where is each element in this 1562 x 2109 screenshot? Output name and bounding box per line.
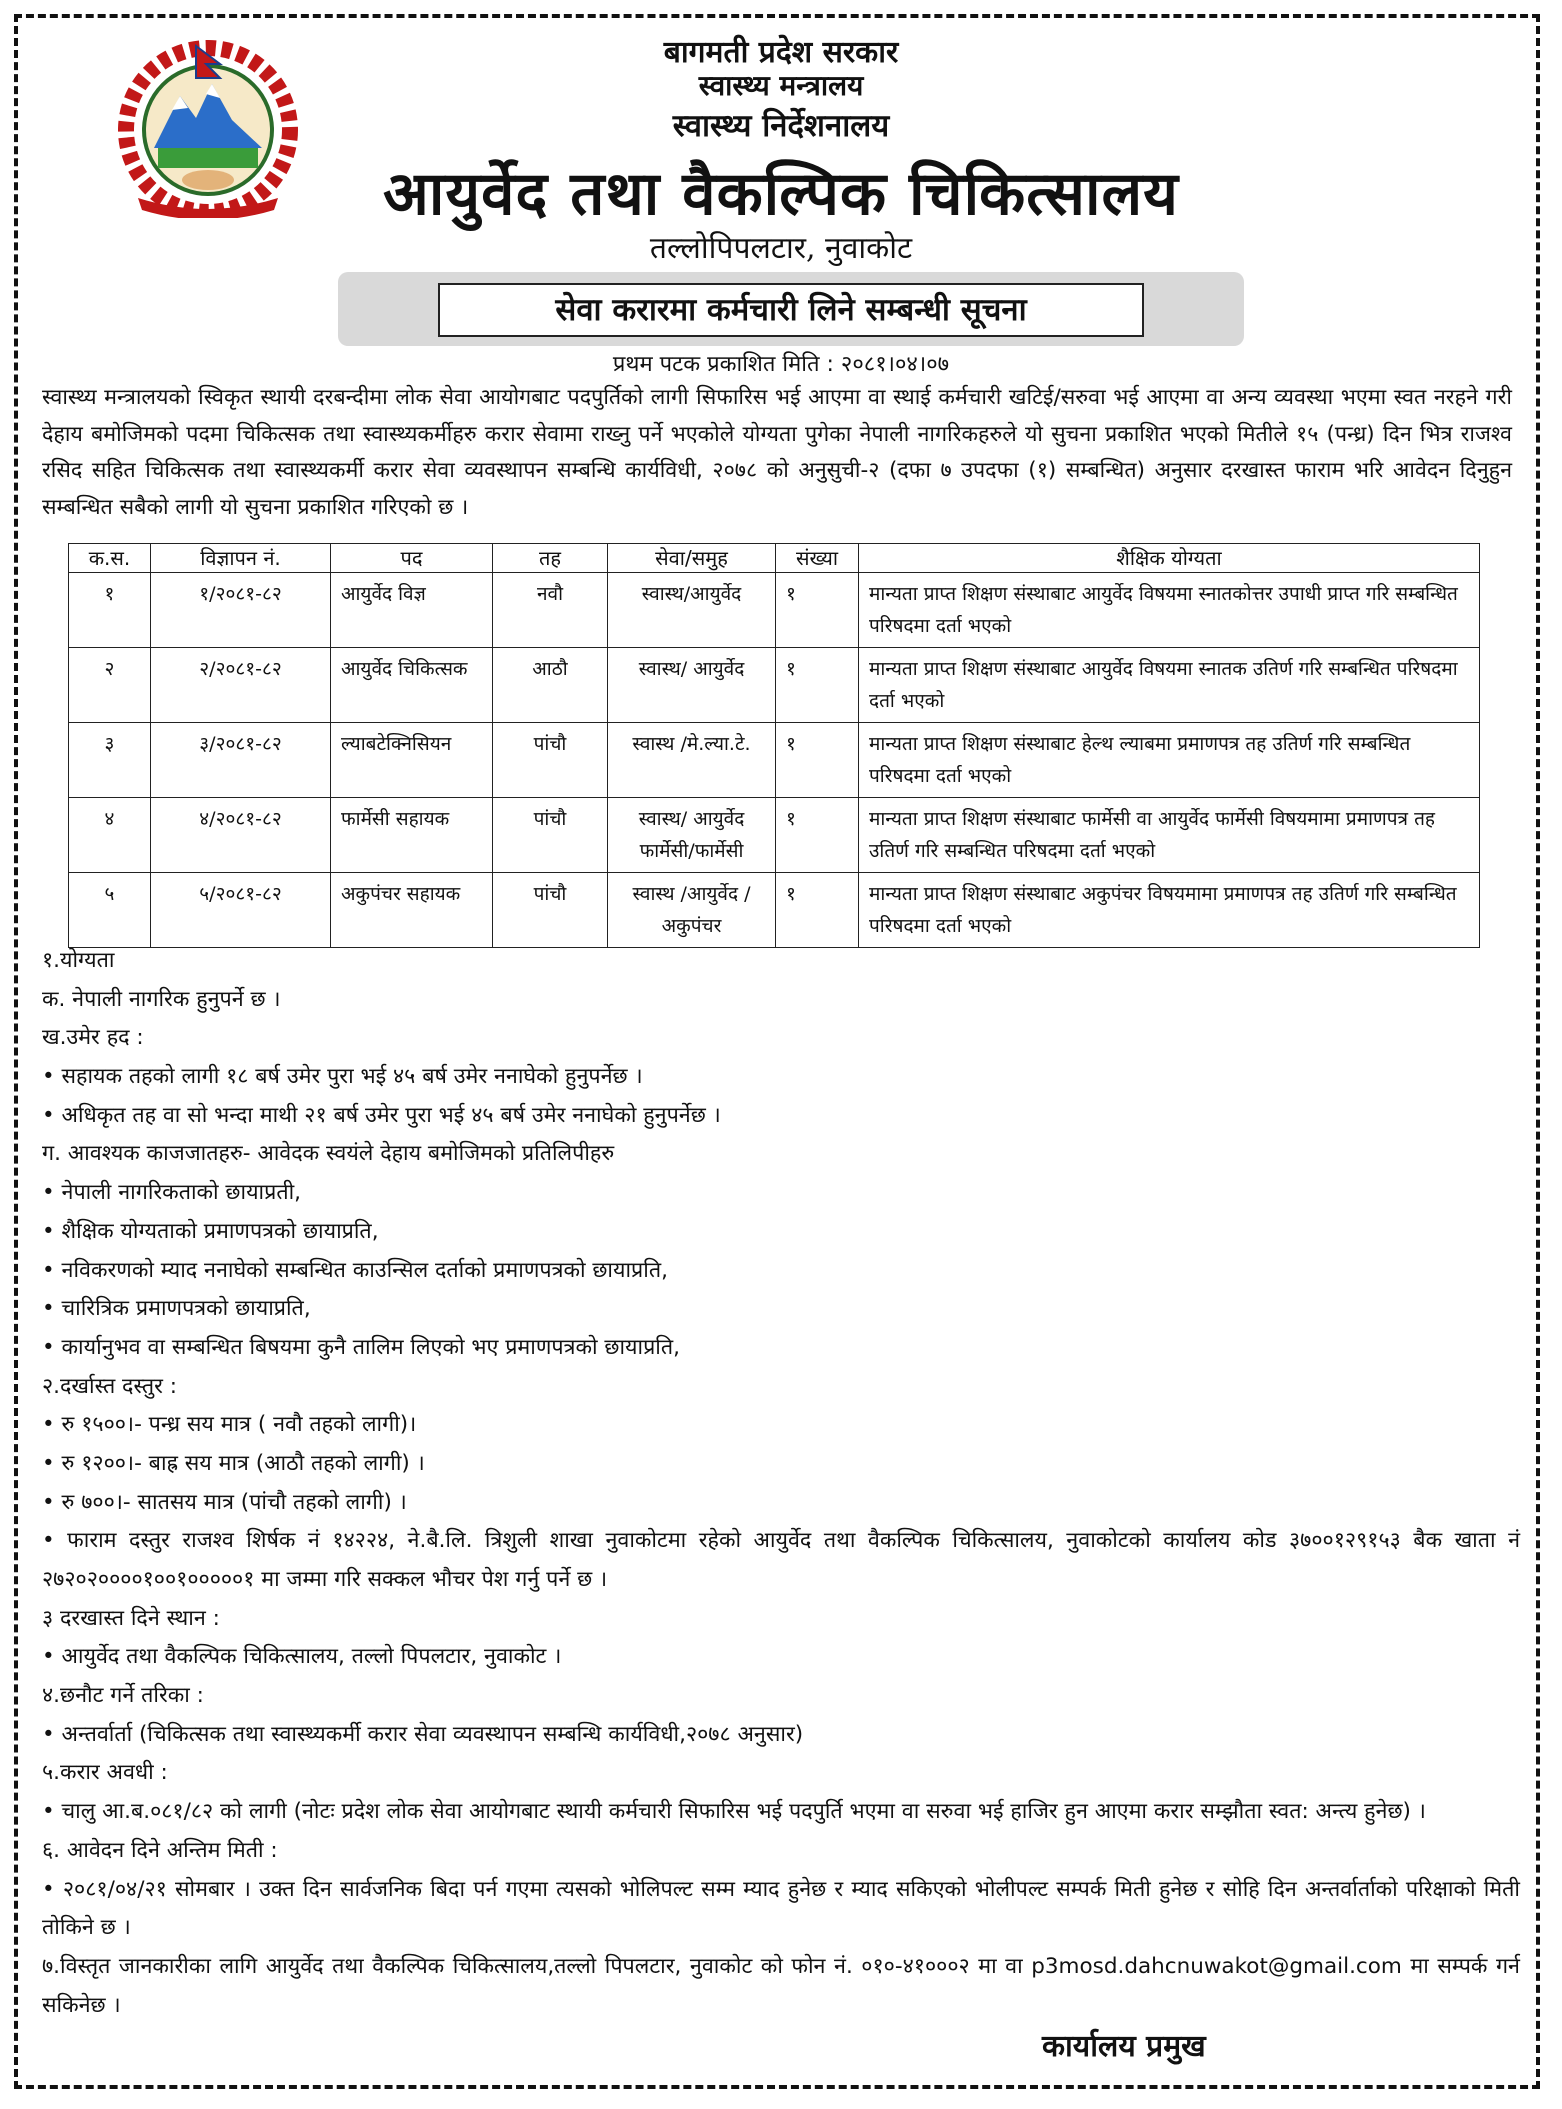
cell-post: अकुपंचर सहायक bbox=[331, 873, 493, 948]
cell-ad-no: ५/२०८१-८२ bbox=[151, 873, 331, 948]
table-row bbox=[69, 798, 1480, 873]
cell-sn: ३ bbox=[69, 723, 151, 798]
table-header-row bbox=[69, 544, 1480, 573]
notice-body bbox=[42, 942, 1520, 2025]
cell-post: आयुर्वेद चिकित्सक bbox=[331, 648, 493, 723]
cell-service: स्वास्थ/ आयुर्वेद फार्मेसी/फार्मेसी bbox=[608, 798, 776, 873]
cell-qualification: मान्यता प्राप्त शिक्षण संस्थाबाट आयुर्वेद विषयमा स्नातक उतिर्ण गरि सम्बन्धित परिषदमा दर्ता भएको bbox=[859, 648, 1480, 723]
published-date: प्रथम पटक प्रकाशित मिति : २०८१।०४।०७ bbox=[612, 352, 950, 377]
cell-level: नवौ bbox=[493, 573, 608, 648]
list-item: • कार्यानुभव वा सम्बन्धित बिषयमा कुनै तालिम लिएको भए प्रमाणपत्रको छायाप्रति, bbox=[42, 1334, 680, 1360]
column-header: सेवा/समुह bbox=[608, 544, 776, 573]
ministry-name: स्वास्थ्य मन्त्रालय bbox=[698, 69, 864, 102]
cell-count: १ bbox=[776, 573, 859, 648]
cell-post: ल्याबटेक्निसियन bbox=[331, 723, 493, 798]
section-heading-fee: २.दर्खास्त दस्तुर : bbox=[42, 1373, 177, 1399]
cell-sn: १ bbox=[69, 573, 151, 648]
table-row bbox=[69, 573, 1480, 648]
cell-qualification: मान्यता प्राप्त शिक्षण संस्थाबाट आयुर्वेद विषयमा स्नातकोत्तर उपाधी प्राप्त गरि सम्बन्धित परिषदमा दर्ता भएको bbox=[859, 573, 1480, 648]
province-government: बागमती प्रदेश सरकार bbox=[663, 35, 899, 70]
cell-ad-no: ४/२०८१-८२ bbox=[151, 798, 331, 873]
column-header: क.स. bbox=[69, 544, 151, 573]
cell-post: आयुर्वेद विज्ञ bbox=[331, 573, 493, 648]
cell-count: १ bbox=[776, 873, 859, 948]
cell-ad-no: १/२०८१-८२ bbox=[151, 573, 331, 648]
table-row bbox=[69, 648, 1480, 723]
cell-qualification: मान्यता प्राप्त शिक्षण संस्थाबाट अकुपंचर विषयमामा प्रमाणपत्र तह उतिर्ण गरि सम्बन्धित परिषदमा दर्ता भएको bbox=[859, 873, 1480, 948]
cell-sn: ५ bbox=[69, 873, 151, 948]
column-header: तह bbox=[493, 544, 608, 573]
cell-count: १ bbox=[776, 798, 859, 873]
section-heading-deadline: ६. आवेदन दिने अन्तिम मिती : bbox=[42, 1837, 278, 1863]
cell-sn: २ bbox=[69, 648, 151, 723]
cell-level: पांचौ bbox=[493, 798, 608, 873]
column-header: विज्ञापन नं. bbox=[151, 544, 331, 573]
cell-count: १ bbox=[776, 648, 859, 723]
list-item: • नविकरणको म्याद ननाघेको सम्बन्धित काउन्सिल दर्ताको प्रमाणपत्रको छायाप्रति, bbox=[42, 1257, 668, 1283]
section-heading-selection: ४.छनौट गर्ने तरिका : bbox=[42, 1683, 204, 1709]
cell-qualification: मान्यता प्राप्त शिक्षण संस्थाबाट फार्मेसी वा आयुर्वेद फार्मेसी विषयमामा प्रमाणपत्र तह उतिर्ण गरि सम्बन्धित परिषदमा दर्ता भएको bbox=[859, 798, 1480, 873]
cell-service: स्वास्थ /आयुर्वेद /अकुपंचर bbox=[608, 873, 776, 948]
column-header: संख्या bbox=[776, 544, 859, 573]
institution-address: तल्लोपिपलटार, नुवाकोट bbox=[649, 231, 913, 266]
cell-sn: ४ bbox=[69, 798, 151, 873]
cell-service: स्वास्थ/ आयुर्वेद bbox=[608, 648, 776, 723]
list-item: • चारित्रिक प्रमाणपत्रको छायाप्रति, bbox=[42, 1296, 311, 1322]
section-heading-documents: ग. आवश्यक काजजातहरु- आवेदक स्वयंले देहाय बमोजिमको प्रतिलिपीहरु bbox=[42, 1141, 615, 1167]
table-row bbox=[69, 723, 1480, 798]
vacancy-table bbox=[68, 543, 1480, 948]
column-header: शैक्षिक योग्यता bbox=[859, 544, 1480, 573]
cell-ad-no: ३/२०८१-८२ bbox=[151, 723, 331, 798]
list-item: • शैक्षिक योग्यताको प्रमाणपत्रको छायाप्रति, bbox=[42, 1218, 379, 1244]
cell-level: पांचौ bbox=[493, 873, 608, 948]
column-header: पद bbox=[331, 544, 493, 573]
deadline-note: • २०८१/०४/२१ सोमबार । उक्त दिन सार्वजनिक बिदा पर्न गएमा त्यसको भोलिपल्ट सम्म म्याद हुनेछ र म्याद सकिएको भोलीपल्ट सम्पर्क मिती हुनेछ र सोहि दिन अन्तर्वार्ताको परिक्षाको मिती तोकिने छ । bbox=[42, 1876, 1520, 1941]
contact-note: ७.विस्तृत जानकारीका लागि आयुर्वेद तथा वैकल्पिक चिकित्सालय,तल्लो पिपलटार, नुवाकोट को फोन नं. ०१०-४१०००२ मा वा p3mosd.dahcnuwakot@gmail.com मा सम्पर्क गर्न सकिनेछ । bbox=[42, 1953, 1520, 2018]
notice-title: सेवा करारमा कर्मचारी लिने सम्बन्धी सूचना bbox=[438, 283, 1144, 337]
fee-deposit-note: • फाराम दस्तुर राजश्व शिर्षक नं १४२२४, ने.बै.लि. त्रिशुली शाखा नुवाकोटमा रहेको आयुर्वेद तथा वैकल्पिक चिकित्सालय, नुवाकोटको कार्यालय कोड ३७००१२९१५३ बैक खाता नं २७२०२००००१००१०००००१ मा जम्मा गरि सक्कल भौचर पेश गर्नु पर्ने छ । bbox=[42, 1528, 1520, 1593]
cell-ad-no: २/२०८१-८२ bbox=[151, 648, 331, 723]
list-item: क. नेपाली नागरिक हुनुपर्ने छ । bbox=[42, 986, 281, 1012]
list-item: • रु १५००।- पन्ध्र सय मात्र ( नवौ तहको लागी)। bbox=[42, 1412, 417, 1438]
contract-note: • चालु आ.ब.०८१/८२ को लागी (नोटः प्रदेश लोक सेवा आयोगबाट स्थायी कर्मचारी सिफारिस भई पदपुर्ति भएमा वा सरुवा भई हाजिर हुन आएमा करार सम्झौता स्वत: अन्त्य हुनेछ) । bbox=[42, 1799, 1426, 1825]
institution-name: आयुर्वेद तथा वैकल्पिक चिकित्सालय bbox=[383, 159, 1179, 229]
list-item: • अन्तर्वार्ता (चिकित्सक तथा स्वास्थ्यकर्मी करार सेवा व्यवस्थापन सम्बन्धि कार्यविधी,२०७८ अनुसार) bbox=[42, 1721, 804, 1747]
cell-service: स्वास्थ/आयुर्वेद bbox=[608, 573, 776, 648]
cell-qualification: मान्यता प्राप्त शिक्षण संस्थाबाट हेल्थ ल्याबमा प्रमाणपत्र तह उतिर्ण गरि सम्बन्धित परिषदमा दर्ता भएको bbox=[859, 723, 1480, 798]
table-row bbox=[69, 873, 1480, 948]
list-item: • अधिकृत तह वा सो भन्दा माथी २१ बर्ष उमेर पुरा भई ४५ बर्ष उमेर ननाघेको हुनुपर्नेछ । bbox=[42, 1102, 721, 1128]
list-item: • आयुर्वेद तथा वैकल्पिक चिकित्सालय, तल्लो पिपलटार, नुवाकोट । bbox=[42, 1644, 562, 1670]
section-heading-place: ३ दरखास्त दिने स्थान : bbox=[42, 1605, 220, 1631]
section-heading-qualification: १.योग्यता bbox=[42, 948, 115, 973]
list-item: • रु ७००।- सातसय मात्र (पांचौ तहको लागी) । bbox=[42, 1489, 407, 1515]
section-heading-contract: ५.करार अवधी : bbox=[42, 1760, 168, 1786]
cell-count: १ bbox=[776, 723, 859, 798]
list-item: • सहायक तहको लागी १८ बर्ष उमेर पुरा भई ४५ बर्ष उमेर ननाघेको हुनुपर्नेछ । bbox=[42, 1064, 643, 1090]
cell-level: आठौ bbox=[493, 648, 608, 723]
list-item: • रु १२००।- बाह्र सय मात्र (आठौ तहको लागी) । bbox=[42, 1450, 425, 1476]
cell-post: फार्मेसी सहायक bbox=[331, 798, 493, 873]
intro-paragraph: स्वास्थ्य मन्त्रालयको स्विकृत स्थायी दरबन्दीमा लोक सेवा आयोगबाट पदपुर्तिको लागी सिफारिस भई आएमा वा स्थाई कर्मचारी खटिई/सरुवा भई आएमा वा अन्य व्यवस्था भएमा स्वत नरहने गरी देहाय बमोजिमको पदमा चिकित्सक तथा स्वास्थ्यकर्मीहरु करार सेवामा राख्नु पर्ने भएकोले योग्यता पुगेका नेपाली नागरिकहरुले यो सुचना प्रकाशित भएको मितीले १५ (पन्ध्र) दिन भित्र राजश्व रसिद सहित चिकित्सक तथा स्वास्थ्यकर्मी करार सेवा व्यवस्थापन सम्बन्धि कार्यविधी, २०७८ को अनुसुची-२ (दफा ७ उपदफा (१) सम्बन्धित) अनुसार दरखास्त फाराम भरि आवेदन दिनुहुन सम्बन्धित सबैको लागी यो सुचना प्रकाशित गरिएको छ । bbox=[42, 385, 1512, 520]
section-heading-age: ख.उमेर हद : bbox=[42, 1025, 144, 1051]
directorate-name: स्वास्थ्य निर्देशनालय bbox=[672, 108, 890, 144]
cell-level: पांचौ bbox=[493, 723, 608, 798]
signature-office-chief: कार्यालय प्रमुख bbox=[1042, 2029, 1206, 2064]
cell-service: स्वास्थ /मे.ल्या.टे. bbox=[608, 723, 776, 798]
list-item: • नेपाली नागरिकताको छायाप्रती, bbox=[42, 1180, 301, 1206]
